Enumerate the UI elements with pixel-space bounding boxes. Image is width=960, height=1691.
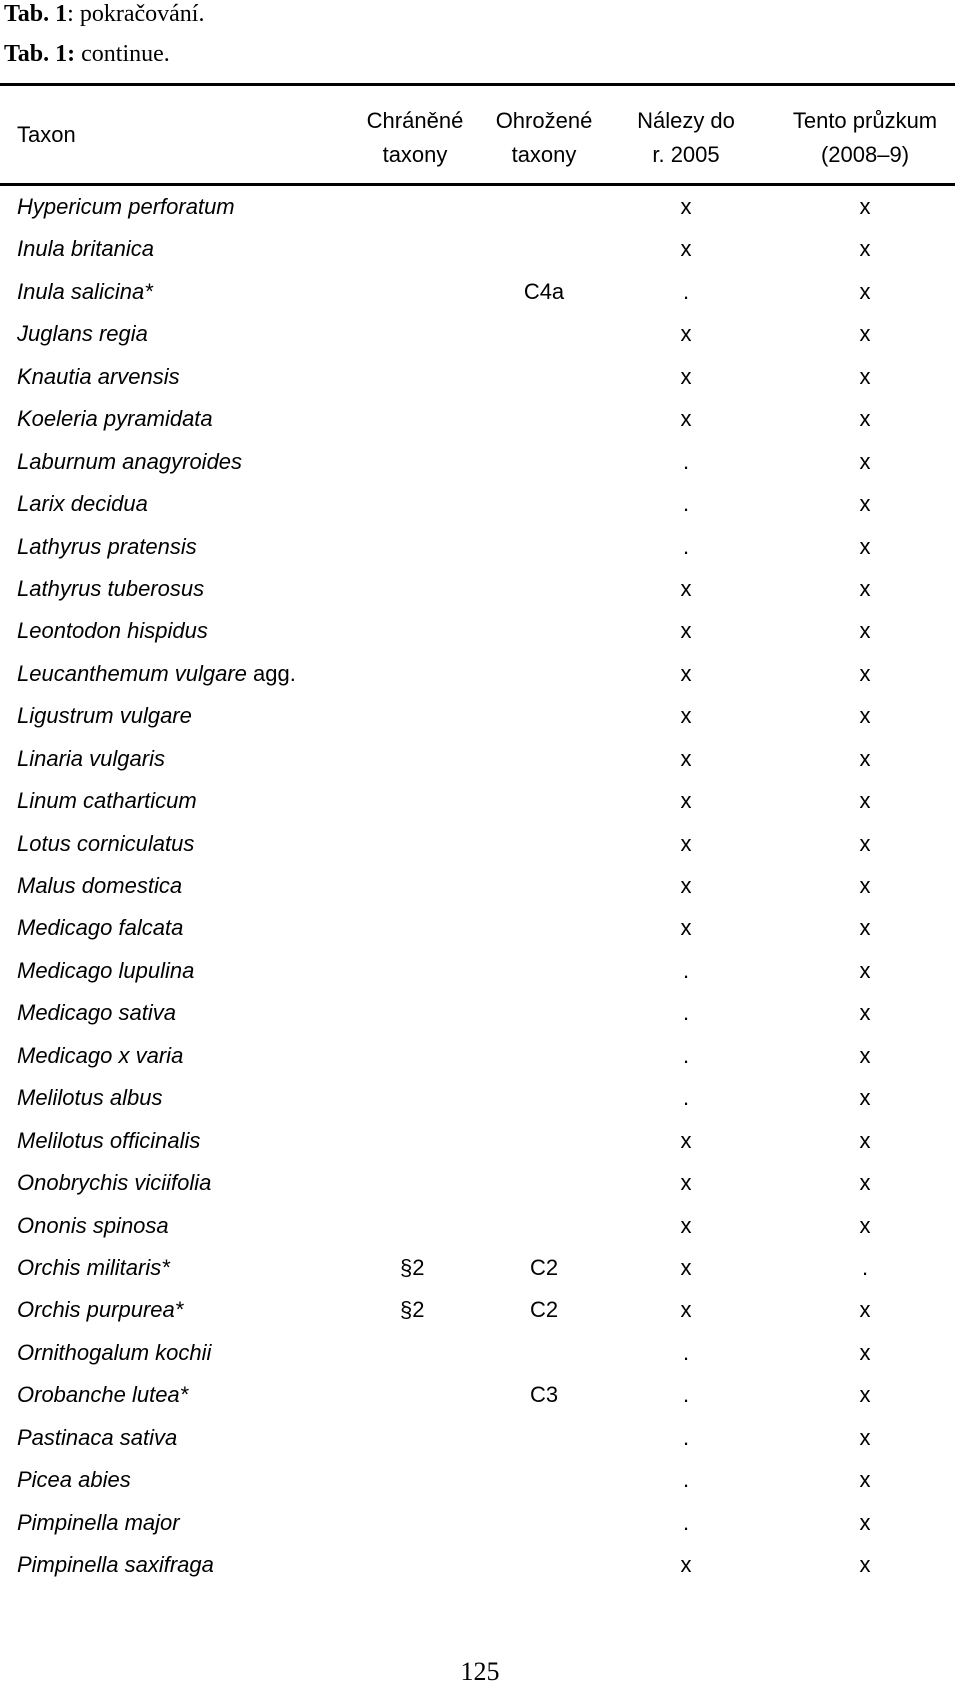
records-until-2005-cell: x (680, 745, 692, 771)
this-survey-cell: x (859, 491, 871, 517)
table-row (0, 1289, 960, 1331)
taxon-name: Hypericum perforatum (17, 194, 235, 219)
records-until-2005-cell: x (680, 873, 692, 898)
taxon-name-cell (17, 1043, 183, 1069)
taxon-name: Pimpinella major (17, 1509, 180, 1535)
this-survey-cell: x (859, 1042, 871, 1068)
this-survey-cell: x (859, 575, 871, 601)
threatened-cell: C4a (523, 278, 565, 304)
table-row (0, 271, 960, 313)
this-survey-cell: x (859, 1339, 871, 1365)
table-row (0, 441, 960, 483)
taxon-name-cell (17, 576, 204, 602)
records-until-2005-cell: x (680, 1254, 692, 1280)
threatened-cell: C2 (529, 1297, 559, 1323)
records-until-2005-cell: x (680, 830, 692, 856)
records-until-2005-cell: . (682, 448, 690, 474)
taxon-name-cell (17, 1170, 211, 1196)
table-body (0, 186, 960, 1586)
table-row (0, 1077, 960, 1119)
records-until-2005-cell: x (680, 1212, 692, 1238)
records-until-2005-cell: x (680, 194, 692, 219)
table-row (0, 1502, 960, 1544)
taxon-name-cell (17, 1213, 169, 1239)
table-row (0, 823, 960, 865)
taxon-name: Ligustrum vulgare (17, 703, 192, 729)
header-line: r. 2005 (652, 142, 720, 167)
records-until-2005-cell: x (680, 1127, 692, 1153)
table-caption-en (4, 40, 170, 68)
header-tento-pruzkum (780, 104, 950, 172)
taxon-name: Juglans regia (17, 321, 148, 347)
this-survey-cell: x (859, 1467, 871, 1493)
taxon-name-cell (17, 746, 165, 772)
taxon-name-cell (17, 1085, 163, 1111)
taxon-name-cell (17, 958, 194, 984)
taxon-name-cell (17, 279, 153, 305)
this-survey-cell: x (859, 703, 871, 729)
this-survey-cell: x (859, 788, 871, 814)
records-until-2005-cell: x (680, 406, 692, 432)
table-row (0, 1544, 960, 1586)
this-survey-cell: x (859, 1382, 871, 1408)
records-until-2005-cell: x (680, 788, 692, 814)
records-until-2005-cell: x (680, 660, 692, 686)
table-row (0, 1205, 960, 1247)
records-until-2005-cell: x (680, 363, 692, 389)
taxon-name: Inula salicina* (17, 278, 153, 304)
taxon-name: Orobanche lutea* (17, 1382, 189, 1408)
taxon-name-cell (17, 236, 154, 262)
caption-text: continue. (75, 41, 170, 67)
table-row (0, 610, 960, 652)
taxon-name: Pimpinella saxifraga (17, 1552, 214, 1577)
this-survey-cell: x (859, 1509, 871, 1535)
caption-label: Tab. 1: (4, 41, 76, 67)
taxon-name-cell (17, 788, 197, 814)
taxon-name-cell (17, 534, 197, 560)
page-number: 125 (460, 1657, 500, 1686)
this-survey-cell: x (859, 1424, 871, 1450)
header-line: Nálezy do (637, 108, 735, 133)
records-until-2005-cell: . (682, 491, 690, 517)
this-survey-cell: x (859, 873, 871, 898)
threatened-cell: C2 (529, 1254, 559, 1280)
header-nalezy (626, 104, 746, 172)
taxon-name-cell (17, 1297, 183, 1323)
this-survey-cell: x (859, 1297, 871, 1323)
taxon-name: Lathyrus tuberosus (17, 575, 205, 601)
records-until-2005-cell: . (682, 1042, 690, 1068)
records-until-2005-cell: . (682, 533, 690, 559)
table-row (0, 1374, 960, 1416)
table-row (0, 356, 960, 398)
table-row (0, 186, 960, 228)
this-survey-cell: x (859, 194, 871, 219)
taxon-name: Knautia arvensis (17, 363, 180, 389)
taxon-name-cell (17, 1128, 200, 1154)
header-chranene-taxony (355, 104, 475, 172)
records-until-2005-cell: x (680, 575, 692, 601)
taxon-name: Leucanthemum vulgare (17, 660, 247, 686)
table-row (0, 1162, 960, 1204)
this-survey-cell: x (859, 236, 871, 262)
this-survey-cell: x (859, 830, 871, 856)
records-until-2005-cell: x (680, 1297, 692, 1323)
this-survey-cell: x (859, 618, 871, 644)
header-line: (2008–9) (820, 142, 910, 167)
this-survey-cell: x (859, 745, 871, 771)
this-survey-cell: x (859, 1212, 871, 1238)
records-until-2005-cell: x (680, 703, 692, 729)
taxon-name: Pastinaca sativa (17, 1424, 178, 1450)
this-survey-cell: x (859, 406, 871, 432)
taxon-name-cell (17, 1382, 188, 1408)
table-row (0, 1417, 960, 1459)
header-taxon (17, 118, 76, 152)
table-caption-cz (4, 0, 204, 28)
caption-label: Tab. 1 (4, 1, 68, 27)
taxon-name: Inula britanica (17, 236, 154, 262)
taxon-name-cell (17, 1425, 177, 1451)
this-survey-cell: x (859, 660, 871, 686)
this-survey-cell: x (859, 957, 871, 983)
table-row (0, 1332, 960, 1374)
header-line: Chráněné (366, 108, 464, 133)
taxon-name-cell (17, 449, 242, 475)
this-survey-cell: x (859, 1127, 871, 1153)
records-until-2005-cell: . (682, 1085, 690, 1111)
taxon-name: Medicago falcata (17, 915, 184, 941)
taxon-name: Melilotus albus (17, 1085, 163, 1111)
table-row (0, 1120, 960, 1162)
this-survey-cell: x (859, 1000, 871, 1026)
taxon-name-cell (17, 831, 194, 857)
caption-text: : pokračování. (67, 1, 205, 27)
taxon-name: Koeleria pyramidata (17, 406, 213, 432)
records-until-2005-cell: x (680, 321, 692, 347)
taxon-name: Medicago sativa (17, 1000, 176, 1026)
table-row (0, 568, 960, 610)
records-until-2005-cell: . (682, 1382, 690, 1408)
taxon-name-cell (17, 873, 182, 899)
taxon-name-cell (17, 661, 296, 687)
records-until-2005-cell: x (680, 915, 692, 941)
table-row (0, 950, 960, 992)
taxon-name: Ononis spinosa (17, 1212, 169, 1238)
records-until-2005-cell: . (682, 1000, 690, 1026)
taxon-name: Ornithogalum kochii (17, 1339, 212, 1365)
records-until-2005-cell: x (680, 236, 692, 262)
records-until-2005-cell: . (682, 1467, 690, 1493)
table-row (0, 907, 960, 949)
taxon-name: Laburnum anagyroides (17, 448, 243, 474)
protected-cell: §2 (400, 1297, 425, 1323)
protected-cell: §2 (400, 1254, 425, 1280)
taxon-name: Malus domestica (17, 873, 183, 898)
taxon-name-cell (17, 1552, 214, 1578)
records-until-2005-cell: . (682, 957, 690, 983)
table-row (0, 1035, 960, 1077)
header-line: Ohrožené (495, 108, 593, 133)
this-survey-cell: x (859, 321, 871, 347)
records-until-2005-cell: . (682, 1509, 690, 1535)
taxon-name: Picea abies (17, 1467, 131, 1493)
records-until-2005-cell: . (682, 1339, 690, 1365)
taxon-name: Orchis purpurea* (17, 1297, 184, 1323)
threatened-cell: C3 (529, 1382, 559, 1408)
records-until-2005-cell: x (680, 618, 692, 644)
taxon-name: Orchis militaris* (17, 1254, 170, 1280)
header-ohrozene-taxony (484, 104, 604, 172)
records-until-2005-cell: x (680, 1170, 692, 1196)
this-survey-cell: x (859, 278, 871, 304)
taxon-name: Melilotus officinalis (17, 1127, 201, 1153)
taxon-name: Lathyrus pratensis (17, 533, 197, 559)
taxon-name-cell (17, 703, 192, 729)
this-survey-cell: x (859, 448, 871, 474)
table-row (0, 1459, 960, 1501)
taxon-name-cell (17, 491, 148, 517)
table-row (0, 398, 960, 440)
table-row (0, 483, 960, 525)
records-until-2005-cell: x (680, 1552, 692, 1577)
taxon-name-cell (17, 406, 213, 432)
header-line: taxony (511, 142, 577, 167)
taxon-name-cell (17, 1255, 170, 1281)
records-until-2005-cell: . (682, 1424, 690, 1450)
taxon-name-cell (17, 364, 180, 390)
table-row (0, 653, 960, 695)
taxon-name-cell (17, 1510, 180, 1536)
taxon-suffix: agg. (246, 660, 296, 686)
taxon-name-cell (17, 1467, 131, 1493)
table-row (0, 865, 960, 907)
this-survey-cell: x (859, 915, 871, 941)
this-survey-cell: x (859, 533, 871, 559)
this-survey-cell: x (859, 1552, 871, 1577)
table-row (0, 738, 960, 780)
this-survey-cell: . (861, 1254, 869, 1280)
this-survey-cell: x (859, 363, 871, 389)
taxon-name-cell (17, 618, 208, 644)
table-top-rule (0, 83, 955, 86)
this-survey-cell: x (859, 1085, 871, 1111)
table-row (0, 695, 960, 737)
taxon-name-cell (17, 194, 235, 220)
taxon-name: Leontodon hispidus (17, 618, 208, 644)
table-row (0, 313, 960, 355)
taxon-name-cell (17, 1000, 176, 1026)
taxon-name: Onobrychis viciifolia (17, 1170, 212, 1196)
taxon-name: Medicago lupulina (17, 957, 195, 983)
table-row (0, 780, 960, 822)
taxon-name: Linaria vulgaris (17, 745, 165, 771)
this-survey-cell: x (859, 1170, 871, 1196)
taxon-name: Linum catharticum (17, 788, 197, 814)
header-line: taxony (382, 142, 448, 167)
table-row (0, 228, 960, 270)
taxon-name-cell (17, 321, 148, 347)
table-row (0, 1247, 960, 1289)
taxon-name: Larix decidua (17, 491, 148, 517)
taxon-name: Medicago x varia (17, 1042, 184, 1068)
header-taxon-label: Taxon (17, 122, 76, 147)
taxon-name: Lotus corniculatus (17, 830, 195, 856)
header-line: Tento průzkum (792, 108, 938, 133)
taxon-name-cell (17, 1340, 211, 1366)
records-until-2005-cell: . (682, 278, 690, 304)
taxon-name-cell (17, 915, 183, 941)
table-row (0, 526, 960, 568)
table-row (0, 992, 960, 1034)
